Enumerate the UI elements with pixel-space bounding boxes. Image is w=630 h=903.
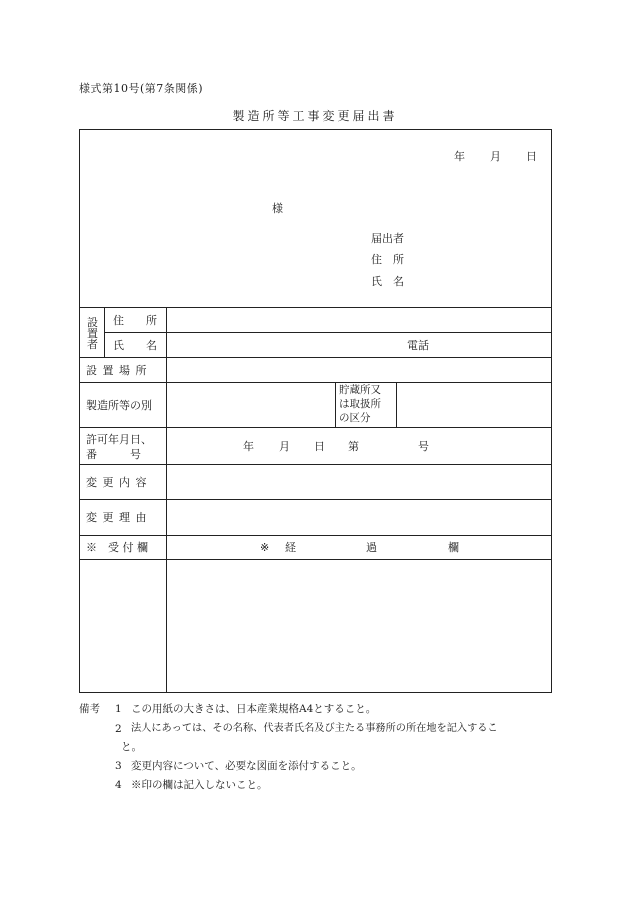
change-content-label: 変 更 内 容 <box>86 476 148 489</box>
addressee-suffix: 様 <box>272 202 283 215</box>
change-reason-label: 変 更 理 由 <box>86 511 148 524</box>
permit-year: 年 <box>243 440 254 453</box>
form-title: 製造所等工事変更届出書 <box>232 109 398 123</box>
permit-month: 月 <box>279 440 290 453</box>
note-number: 4 <box>115 779 122 791</box>
permit-go: 号 <box>418 440 429 453</box>
row-divider <box>80 464 551 465</box>
note-text: 法人にあっては、その名称、代表者氏名及び主たる事務所の所在地を記入するこ <box>131 723 498 734</box>
note-text: ※印の欄は記入しないこと。 <box>131 779 268 791</box>
notifier-name-label: 氏 名 <box>371 275 404 288</box>
column-divider <box>166 307 167 692</box>
row-divider <box>80 382 551 383</box>
row-divider <box>80 559 551 560</box>
reception-column-label: ※ 受 付 欄 <box>86 541 148 554</box>
process-label: 欄 <box>448 541 459 554</box>
facility-type-label: 製造所等の別 <box>86 399 152 412</box>
installer-address-label: 住 所 <box>113 314 157 327</box>
row-divider <box>80 357 551 358</box>
notifier-address-label: 住 所 <box>371 253 404 266</box>
notes-label: 備考 <box>79 703 100 715</box>
note-text: 変更内容について、必要な図面を添付すること。 <box>131 760 362 772</box>
installer-name-label: 氏 名 <box>113 339 157 352</box>
row-divider <box>80 427 551 428</box>
row-divider <box>104 332 551 333</box>
permit-date-label: 許可年月日、 <box>86 433 152 446</box>
note-number: 1 <box>115 703 122 715</box>
column-divider <box>335 382 336 427</box>
form-number: 様式第10号(第7条関係) <box>79 82 204 95</box>
row-divider <box>80 307 551 308</box>
installer-group-label: 者 <box>87 338 98 351</box>
note-text-continuation: と。 <box>121 741 142 753</box>
process-label: 過 <box>366 541 377 554</box>
date-year: 年 <box>454 150 465 163</box>
process-label: 経 <box>285 541 296 554</box>
permit-dai: 第 <box>348 440 359 453</box>
column-divider <box>104 307 105 357</box>
permit-number-label: 番 号 <box>86 448 141 461</box>
storage-category-label: は取扱所 <box>339 398 381 410</box>
phone-label: 電話 <box>407 339 429 352</box>
row-divider <box>80 535 551 536</box>
notifier-label: 届出者 <box>371 232 404 245</box>
storage-category-label: 貯蔵所又 <box>339 384 381 396</box>
date-day: 日 <box>526 150 537 163</box>
row-divider <box>80 499 551 500</box>
storage-category-label: の区分 <box>339 412 371 424</box>
date-month: 月 <box>490 150 501 163</box>
process-mark: ※ <box>260 541 270 554</box>
permit-day: 日 <box>314 440 325 453</box>
form-frame <box>79 129 552 693</box>
installer-group-label: 設 <box>87 316 98 329</box>
installer-group-label: 置 <box>87 327 98 340</box>
note-number: 3 <box>115 760 122 772</box>
install-location-label: 設 置 場 所 <box>86 364 148 377</box>
column-divider <box>396 382 397 427</box>
note-number: 2 <box>115 723 122 735</box>
note-text: この用紙の大きさは、日本産業規格A4とすること。 <box>131 703 377 715</box>
